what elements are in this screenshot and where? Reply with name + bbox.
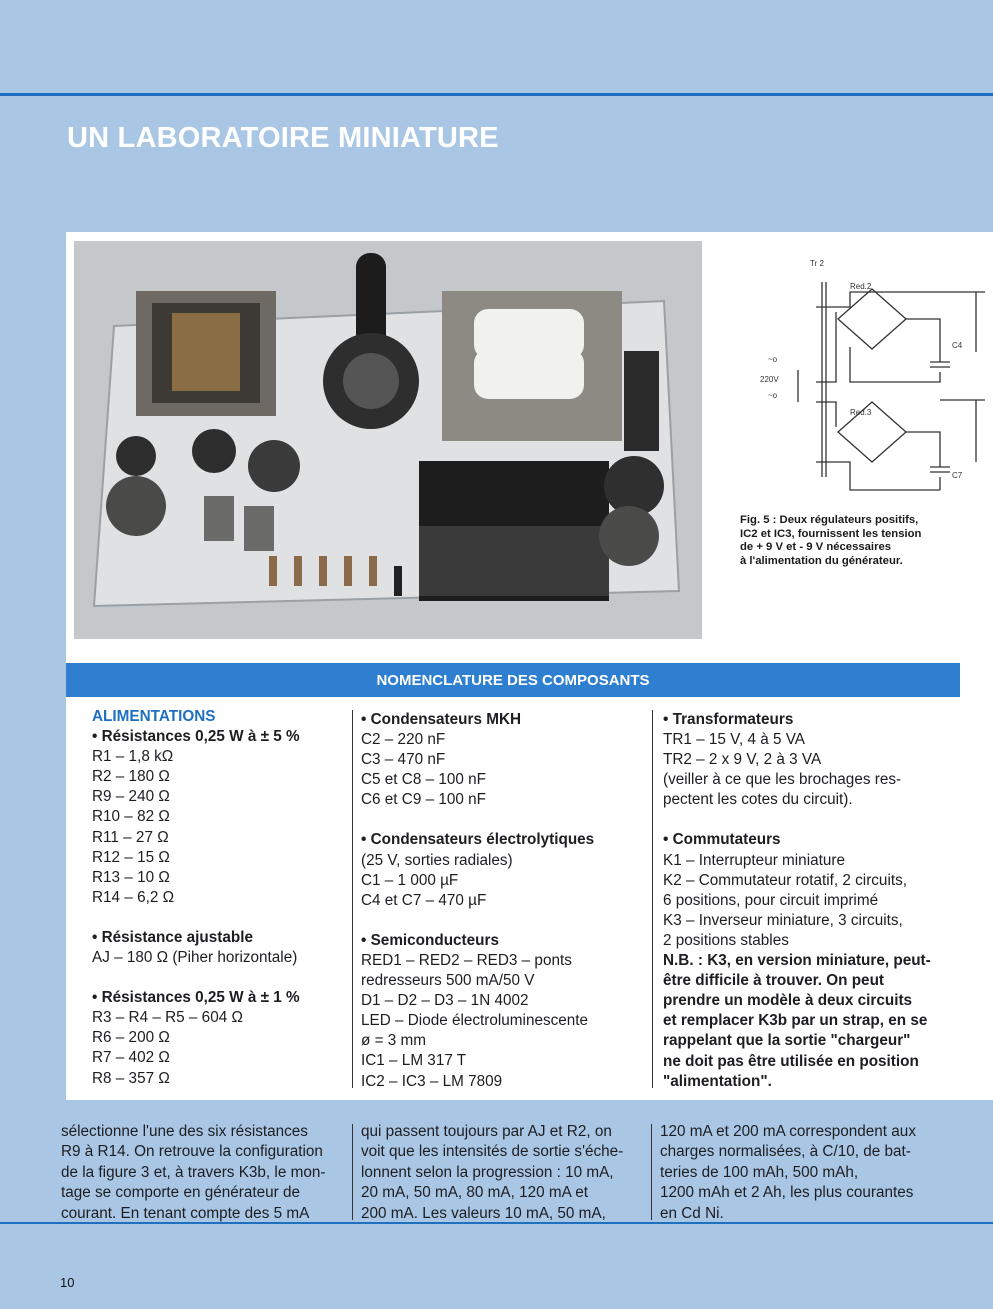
section-heading: • Condensateurs électrolytiques	[361, 831, 595, 849]
component-line: R14 – 6,2 Ω	[92, 888, 175, 906]
component-line: C5 et C8 – 100 nF	[361, 771, 486, 789]
component-line: (veiller à ce que les brochages res-	[663, 771, 902, 789]
component-line: C2 – 220 nF	[361, 731, 446, 749]
body-line: charges normalisées, à C/10, de bat-	[660, 1143, 911, 1161]
body-column-2	[361, 1122, 623, 1224]
section-heading: • Condensateurs MKH	[361, 711, 522, 728]
component-line: D1 – D2 – D3 – 1N 4002	[361, 992, 529, 1010]
component-line: (25 V, sorties radiales)	[361, 851, 513, 869]
component-line: ø = 3 mm	[361, 1032, 427, 1050]
caption-line: de + 9 V et - 9 V nécessaires	[740, 541, 892, 553]
component-line: R2 – 180 Ω	[92, 768, 170, 786]
nomenclature-column-3	[663, 710, 931, 1092]
bottom-rule	[0, 1222, 993, 1224]
component-line: être difficile à trouver. On peut	[663, 972, 885, 990]
caption-line: IC2 et IC3, fournissent les tension	[740, 527, 922, 540]
body-line: en Cd Ni.	[660, 1204, 724, 1222]
component-line: C4 et C7 – 470 µF	[361, 891, 487, 909]
component-line: R9 – 240 Ω	[92, 788, 170, 806]
nomenclature-header	[66, 663, 960, 697]
component-line: pectent les cotes du circuit).	[663, 791, 853, 809]
component-line: ne doit pas être utilisée en position	[663, 1052, 919, 1070]
body-line: courant. En tenant compte des 5 mA	[61, 1204, 310, 1222]
component-line: et remplacer K3b par un strap, en se	[663, 1012, 928, 1030]
nomenclature-column-2	[361, 710, 594, 1092]
component-line: RED1 – RED2 – RED3 – ponts	[361, 951, 572, 969]
column-divider	[652, 710, 653, 1088]
component-line: R13 – 10 Ω	[92, 868, 170, 886]
component-line: K1 – Interrupteur miniature	[663, 851, 845, 869]
section-heading: • Semiconducteurs	[361, 931, 499, 949]
circuit-board-photo	[74, 241, 702, 639]
section-heading: • Résistance ajustable	[92, 928, 253, 946]
body-line: 200 mA. Les valeurs 10 mA, 50 mA,	[361, 1204, 606, 1222]
red3-label: Red.3	[850, 408, 872, 417]
page-number: 10	[60, 1275, 75, 1290]
spacer	[663, 810, 931, 830]
page-title: UN LABORATOIRE MINIATURE	[67, 122, 499, 154]
body-line: R9 à R14. On retrouve la configuration	[61, 1143, 323, 1161]
caption-line: Fig. 5 : Deux régulateurs positifs,	[740, 514, 919, 526]
component-line: N.B. : K3, en version miniature, peut-	[663, 952, 931, 970]
component-line: K2 – Commutateur rotatif, 2 circuits,	[663, 871, 907, 889]
component-line: C1 – 1 000 µF	[361, 871, 459, 889]
component-line: R8 – 357 Ω	[92, 1069, 170, 1087]
component-line: LED – Diode électroluminescente	[361, 1012, 589, 1030]
column-divider	[352, 1124, 353, 1220]
figure-caption	[740, 514, 990, 568]
nomenclature-column-1	[92, 707, 300, 1089]
spacer	[92, 968, 300, 988]
component-line: R7 – 402 Ω	[92, 1049, 170, 1067]
component-line: 2 positions stables	[663, 931, 789, 949]
component-line: R1 – 1,8 kΩ	[92, 748, 174, 766]
column-divider	[651, 1124, 652, 1220]
mains-label: 220V	[760, 375, 779, 384]
component-line: K3 – Inverseur miniature, 3 circuits,	[663, 911, 903, 929]
mains-symbol-bottom: ~o	[768, 391, 778, 400]
section-heading: • Résistances 0,25 W à ± 1 %	[92, 989, 300, 1007]
component-line: R6 – 200 Ω	[92, 1029, 170, 1047]
component-line: "alimentation".	[663, 1072, 772, 1090]
component-line: IC1 – LM 317 T	[361, 1052, 467, 1070]
c7-label: C7	[952, 471, 963, 480]
body-line: voit que les intensités de sortie s'éche-	[361, 1143, 624, 1161]
component-line: TR2 – 2 x 9 V, 2 à 3 VA	[663, 751, 822, 769]
component-line: rappelant que la sortie "chargeur"	[663, 1032, 911, 1050]
mains-symbol-top: ~o	[768, 355, 778, 364]
spacer	[361, 911, 594, 931]
component-line: redresseurs 500 mA/50 V	[361, 972, 535, 990]
body-line: 20 mA, 50 mA, 80 mA, 120 mA et	[361, 1184, 589, 1202]
component-line: R11 – 27 Ω	[92, 828, 169, 846]
red2-label: Red.2	[850, 282, 872, 291]
column-divider	[352, 710, 353, 1088]
section-heading: ALIMENTATIONS	[92, 708, 216, 725]
component-line: C6 et C9 – 100 nF	[361, 791, 486, 809]
schematic-diagram	[730, 252, 993, 502]
body-line: sélectionne l'une des six résistances	[61, 1123, 308, 1140]
body-line: 120 mA et 200 mA correspondent aux	[660, 1123, 916, 1140]
body-line: tage se comporte en générateur de	[61, 1184, 300, 1202]
section-heading: • Transformateurs	[663, 711, 794, 728]
component-line: prendre un modèle à deux circuits	[663, 992, 913, 1010]
component-line: 6 positions, pour circuit imprimé	[663, 891, 879, 909]
body-line: 1200 mAh et 2 Ah, les plus courantes	[660, 1184, 914, 1202]
component-line: R12 – 15 Ω	[92, 848, 170, 866]
section-heading: • Commutateurs	[663, 831, 781, 849]
component-line: AJ – 180 Ω (Piher horizontale)	[92, 949, 298, 967]
body-line: qui passent toujours par AJ et R2, on	[361, 1123, 612, 1140]
spacer	[361, 810, 594, 830]
c4-label: C4	[952, 341, 963, 350]
top-rule	[0, 93, 993, 96]
body-column-3	[660, 1122, 916, 1224]
component-line: IC2 – IC3 – LM 7809	[361, 1072, 503, 1090]
nomenclature-title: NOMENCLATURE DES COMPOSANTS	[376, 672, 650, 689]
component-line: R10 – 82 Ω	[92, 808, 170, 826]
body-line: de la figure 3 et, à travers K3b, le mon-	[61, 1163, 326, 1181]
tr2-label: Tr 2	[810, 259, 824, 268]
component-line: C3 – 470 nF	[361, 751, 446, 769]
caption-line: à l'alimentation du générateur.	[740, 554, 903, 567]
body-column-1	[61, 1122, 325, 1224]
spacer	[92, 908, 300, 928]
component-line: TR1 – 15 V, 4 à 5 VA	[663, 731, 806, 749]
body-line: teries de 100 mAh, 500 mAh,	[660, 1163, 859, 1181]
component-line: R3 – R4 – R5 – 604 Ω	[92, 1009, 243, 1027]
section-heading: • Résistances 0,25 W à ± 5 %	[92, 728, 300, 746]
body-line: lonnent selon la progression : 10 mA,	[361, 1163, 614, 1181]
